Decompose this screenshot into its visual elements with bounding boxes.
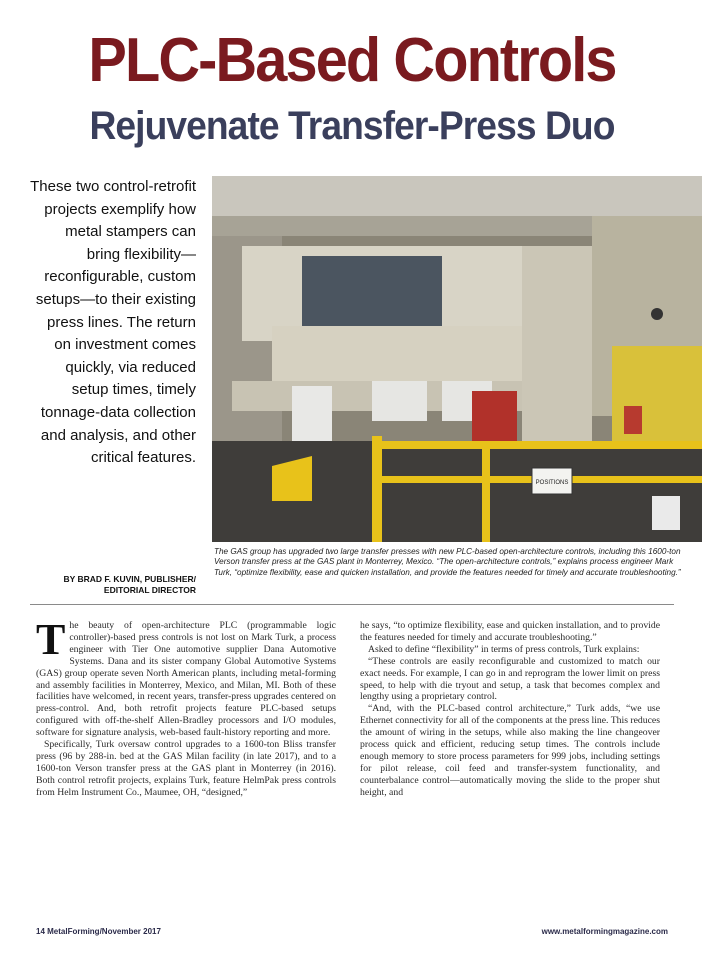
drop-cap: T (36, 615, 66, 664)
paragraph-text: he beauty of open-architecture PLC (programmable logic controller)-based press controls is not lost on Mark Turk, a process engineer with Tier One automotive supplier Dana Automotive Systems. Dana and its sister company Global Automotive Systems (GAS) group operate seven North American plants, including metal-forming and assembly facilities in Monterrey, Mexico, and Milan, MI. Both of these facilities have welcomed, in recent years, transfer-press upgrades centered on press-control. And, both retrofit projects feature PLC-based setups configured with off-the-shelf Allen-Bradley processors and I/O modules, software for signature analysis, web-based fault-history reporting and more. (36, 620, 336, 739)
paragraph: Asked to define “flexibility” in terms of press controls, Turk explains: (368, 643, 640, 655)
paragraph: Specifically, Turk oversaw control upgrades to a 1600-ton Bliss transfer press (96 by 288-in. bed at the GAS Milan facility (in late 2017), and to a 1600-ton Verson transfer press at the GAS plant in Monterrey (in 2016). Both control retrofit projects, explains Turk, feature HelmPak press controls from Helm Instrument Co., Maumee, OH, “designed,” (36, 739, 336, 798)
byline (30, 574, 196, 595)
transfer-press-photo (212, 176, 702, 542)
article-column-2 (360, 620, 660, 799)
article-deck: These two control-retrofit projects exemplify how metal stampers can bring flexibility—reconfigurable, custom setups—to their existing press lines. The return on investment comes quickly, via reduced setup times, timely tonnage-data collection and analysis, and other critical features. (30, 178, 196, 467)
photo-sign: POSITIONS (535, 480, 569, 486)
article-column-1 (36, 615, 336, 799)
article-subtitle: Rejuvenate Transfer-Press Duo (89, 104, 615, 148)
photo-caption: The GAS group has upgraded two large transfer presses with new PLC-based open-architecture controls, including this 1600-ton Verson transfer press at the GAS plant in Monterrey, Mexico. “The open-architecture controls,” explains process engineer Mark Turk, “optimize flexibility, ease and quicken installation, and provide the features needed for timely and accurate troubleshooting.” (214, 547, 681, 577)
byline-line-1: BY BRAD F. KUVIN, PUBLISHER/ (63, 574, 196, 584)
footer-page-info: 14 MetalForming/November 2017 (36, 927, 161, 936)
paragraph: “These controls are easily reconfigurable and customized to match our exact needs. For example, I can go in and reprogram the lower limit on press speed, to help with die tryout and setup, a task that becomes complex and lengthy using a proprietary control. (360, 655, 660, 703)
paragraph: he says, “to optimize flexibility, ease and quicken installation, and to provide the features needed for timely and accurate troubleshooting.” (360, 620, 660, 643)
article-title: PLC-Based Controls (88, 26, 616, 95)
footer-url: www.metalformingmagazine.com (541, 927, 668, 936)
paragraph (36, 615, 336, 739)
byline-line-2: EDITORIAL DIRECTOR (103, 584, 196, 595)
divider (30, 604, 674, 605)
paragraph: “And, with the PLC-based control architecture,” Turk adds, “we use Ethernet connectivity for all of the components at the press line. This reduces the amount of wiring in the setups, while also making the line changeover process quick and efficient, reducing setup times. The controls include enough memory to store process parameters for 999 jobs, including settings for pilot release, coil feed and transfer-system functionality, and counterbalance control—automatically moving the slide to the proper shut height, and (360, 703, 660, 798)
